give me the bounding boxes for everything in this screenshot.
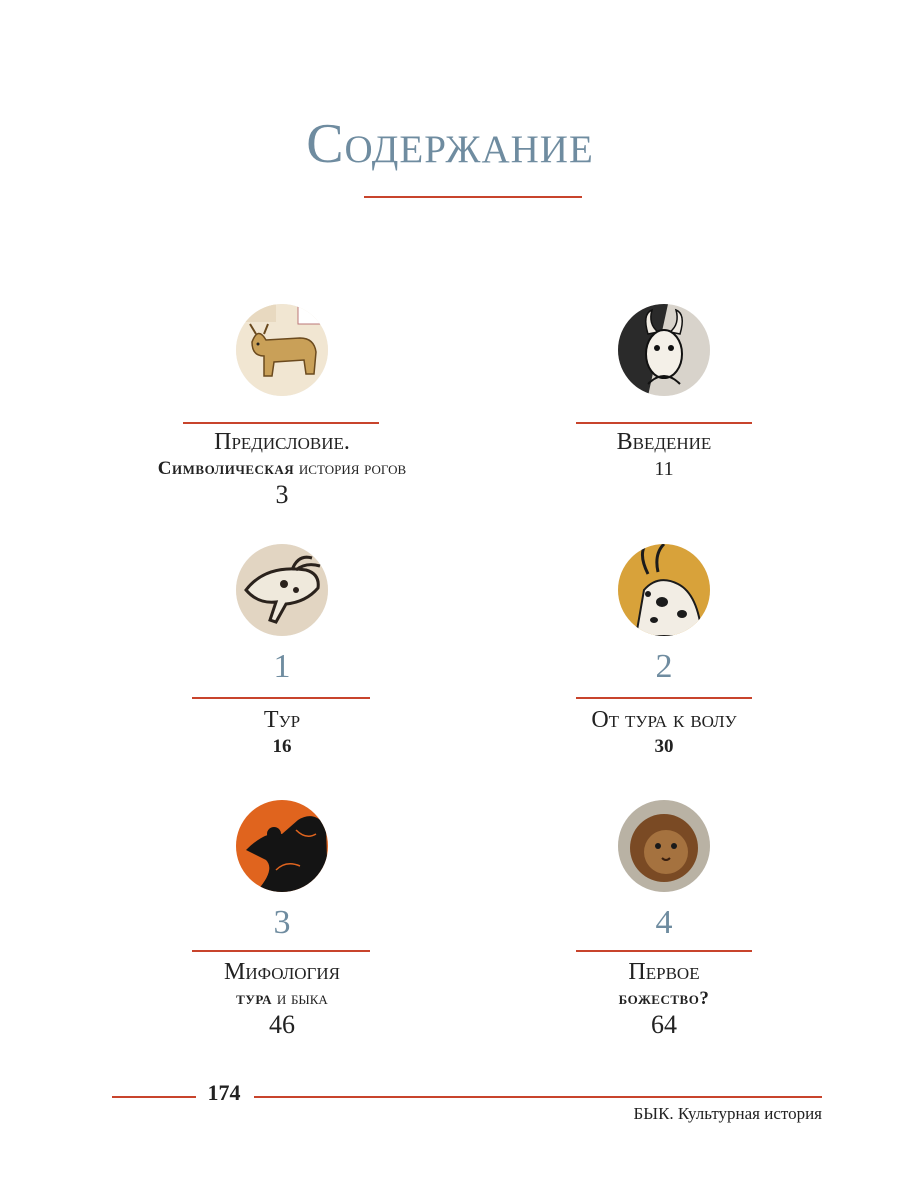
- entry-page-number: 30: [654, 736, 674, 757]
- running-head: БЫК. Культурная история: [633, 1104, 822, 1123]
- toc-entry-foreword[interactable]: [132, 428, 432, 508]
- entry-page-number: 46: [269, 1010, 295, 1039]
- lion-head-icon: [618, 800, 710, 892]
- chapter-number: 2: [655, 648, 673, 685]
- toc-entry-chapter-1[interactable]: [132, 706, 432, 760]
- entry-subtitle-bold: божество?: [618, 988, 710, 1009]
- entry-rule: [192, 950, 370, 952]
- entry-page-number: 11: [654, 458, 674, 480]
- title-underline: [364, 196, 582, 198]
- page-number: 174: [207, 1080, 241, 1105]
- toc-entry-chapter-4[interactable]: [514, 958, 814, 1038]
- entry-subtitle-bold: тура: [236, 988, 273, 1009]
- toc-entry-chapter-2[interactable]: [514, 706, 814, 760]
- entry-rule: [192, 697, 370, 699]
- entry-title: Мифология: [224, 959, 340, 985]
- entry-subtitle: [132, 986, 432, 1012]
- entry-rule: [183, 422, 379, 424]
- greek-vase-icon: [236, 800, 328, 892]
- cow-manuscript-icon: [236, 304, 328, 396]
- entry-title: Первое: [628, 959, 700, 985]
- bull-head-icon: [618, 304, 710, 396]
- entry-page-number: 64: [651, 1010, 677, 1039]
- entry-subtitle-mid: и: [276, 988, 287, 1009]
- page-title: Содержание: [306, 113, 594, 175]
- entry-rule: [576, 422, 752, 424]
- chapter-number: 3: [273, 904, 291, 941]
- spotted-cattle-icon: [618, 544, 710, 636]
- chapter-number: 4: [655, 904, 673, 941]
- footer-rule-left: [112, 1096, 196, 1098]
- entry-page-number: 3: [275, 480, 289, 509]
- entry-subtitle: [514, 986, 814, 1012]
- cave-aurochs-icon: [236, 544, 328, 636]
- entry-subtitle: [132, 456, 432, 482]
- entry-title: Введение: [616, 429, 712, 455]
- entry-title: Тур: [263, 707, 301, 733]
- entry-subtitle-rest: история рогов: [298, 458, 407, 479]
- entry-rule: [576, 697, 752, 699]
- entry-subtitle-bold: Символическая: [157, 458, 295, 479]
- entry-rule: [576, 950, 752, 952]
- chapter-number: 1: [273, 648, 291, 685]
- entry-title: От тура к волу: [591, 707, 737, 733]
- entry-title: Предисловие.: [214, 429, 350, 455]
- toc-entry-introduction[interactable]: [514, 428, 814, 482]
- footer-rule-right: [254, 1096, 822, 1098]
- entry-subtitle-rest: быка: [290, 988, 328, 1009]
- toc-entry-chapter-3[interactable]: [132, 958, 432, 1038]
- entry-page-number: 16: [272, 736, 292, 757]
